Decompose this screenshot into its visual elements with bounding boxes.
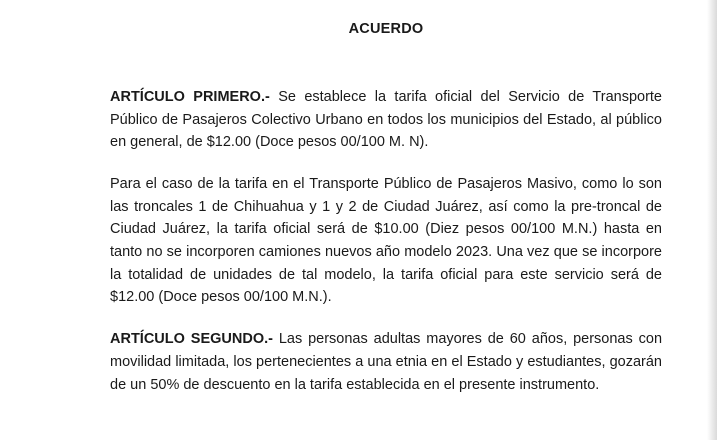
document-body	[110, 86, 662, 396]
articulo-segundo-label: ARTÍCULO SEGUNDO.-	[110, 331, 273, 348]
transporte-masivo-paragraph: Para el caso de la tarifa en el Transporte Público de Pasajeros Masivo, como lo son las troncales 1 de Chihuahua y 1 y 2 de Ciudad Juárez, así como la pre-troncal de Ciudad Juárez, la tarifa oficial será de $10.00 (Diez pesos 00/100 M.N.) hasta en tanto no se incorporen camiones nuevos año modelo 2023. Una vez que se incorpore la totalidad de unidades de tal modelo, la tarifa oficial para este servicio será de $12.00 (Doce pesos 00/100 M.N.).	[110, 176, 662, 306]
articulo-primero-paragraph	[110, 86, 662, 154]
articulo-primero-label: ARTÍCULO PRIMERO.-	[110, 89, 270, 105]
page-edge-shadow	[707, 0, 717, 440]
articulo-primero-text: Se establece la tarifa oficial del Servicio de Transporte Público de Pasajeros Colectivo Urbano en todos los municipios del Estado, al público en general, de $12.00 (Doce pesos 00/100 M. N).	[110, 89, 662, 151]
articulo-segundo-paragraph	[110, 328, 662, 396]
document-title: ACUERDO	[348, 21, 424, 37]
articulo-segundo-text: Las personas adultas mayores de 60 años, personas con movilidad limitada, los pertenecientes a una etnia en el Estado y estudiantes, gozarán de un 50% de descuento en la tarifa establecida en el presente instrumento.	[110, 331, 663, 393]
